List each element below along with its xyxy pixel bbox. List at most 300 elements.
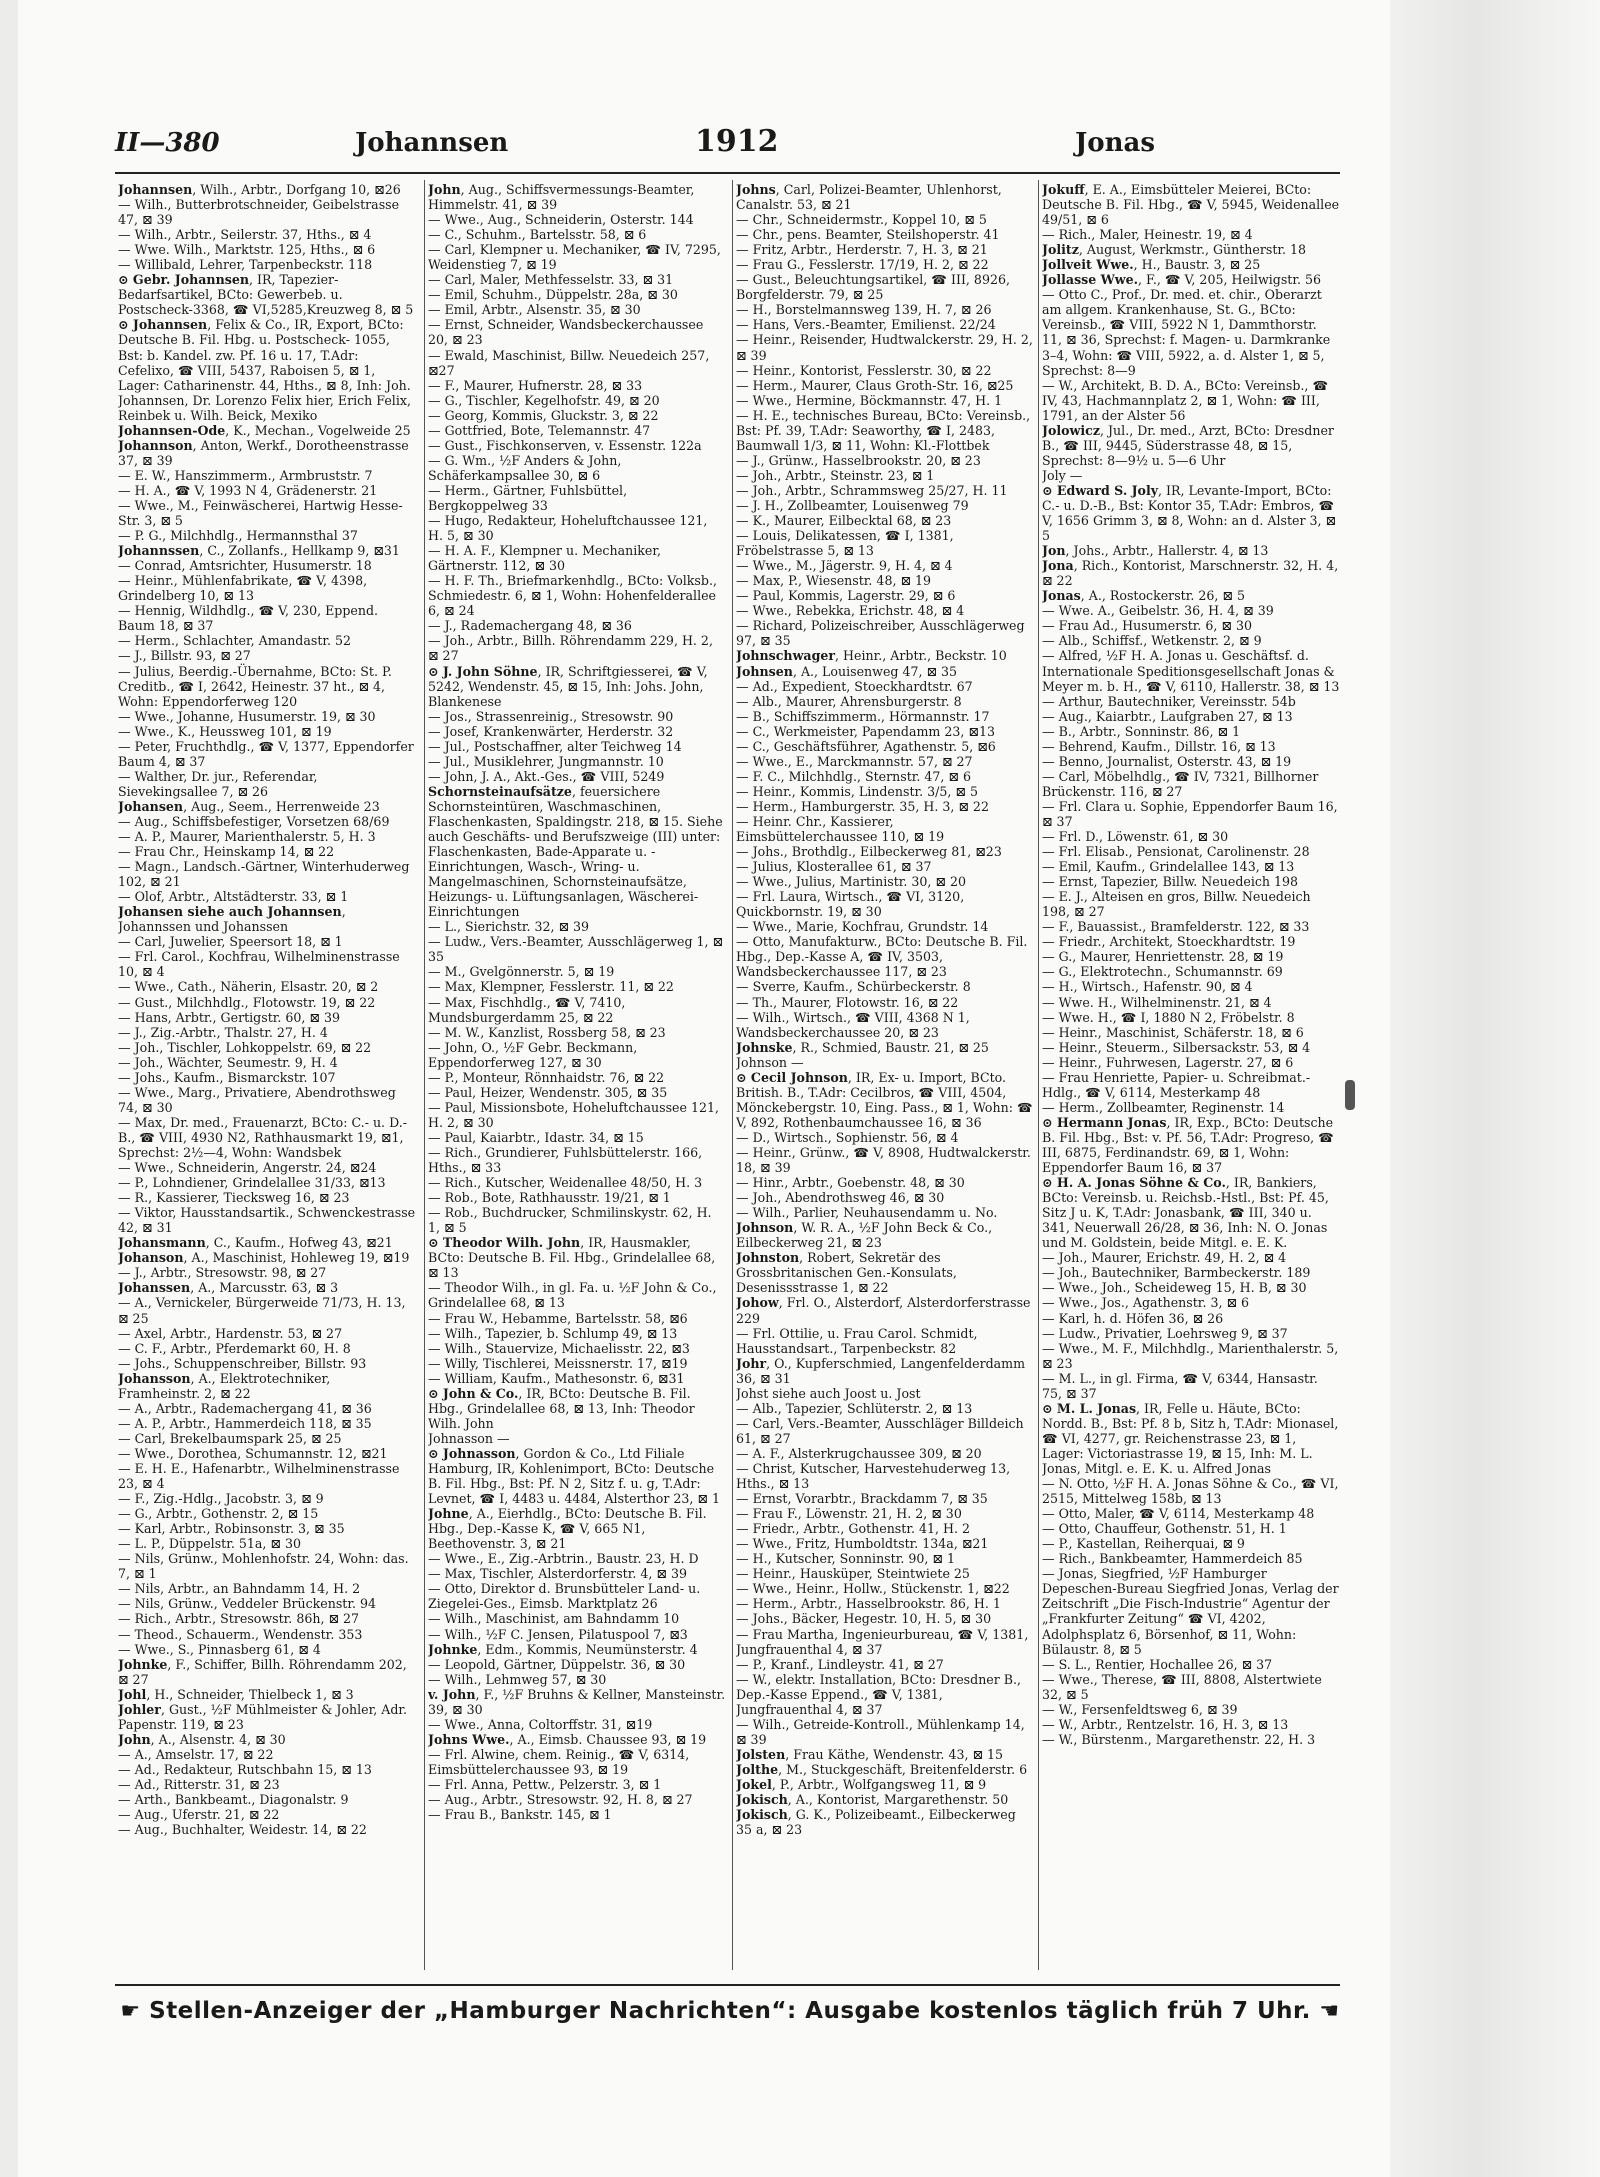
directory-entry: — John, J. A., Akt.-Ges., ☎ VIII, 5249: [428, 768, 665, 784]
directory-entry: — John, O., ½F Gebr. Beckmann, Eppendorferweg 127, ⊠ 30: [428, 1039, 638, 1070]
directory-entry: — Herm., Gärtner, Fuhlsbüttel, Bergkoppelweg 33: [428, 482, 628, 513]
directory-entry: — Christ, Kutscher, Harvestehuderweg 13, Hths., ⊠ 13: [736, 1460, 1011, 1492]
directory-entry: Johnske, R., Schmied, Baustr. 21, ⊠ 25: [736, 1039, 989, 1055]
directory-entry: — Joh., Maurer, Erichstr. 49, H. 2, ⊠ 4: [1042, 1250, 1287, 1266]
directory-entry: — Rob., Buchdrucker, Schmilinskystr. 62, H. 1, ⊠ 5: [428, 1205, 712, 1236]
entry-headword: Johansson: [118, 1370, 191, 1386]
directory-entry: ⊙ Theodor Wilh. John, IR, Hausmakler, BCto: Deutsche B. Fil. Hbg., Grindelallee 68, ⊠ 13: [428, 1235, 716, 1281]
directory-entry: — Herm., Maurer, Claus Groth-Str. 16, ⊠25: [736, 377, 1014, 393]
directory-entry: — Wilh., Maschinist, am Bahndamm 10: [428, 1611, 680, 1627]
directory-entry: — Axel, Arbtr., Hardenstr. 53, ⊠ 27: [118, 1325, 343, 1341]
directory-entry: — Max, Dr. med., Frauenarzt, BCto: C.- u. D.-B., ☎ VIII, 4930 N2, Rathhausmarkt 19, ⊠1, Sprechst: 2½—4, Wohn: Wandsbek: [118, 1114, 407, 1160]
entry-headword: ⊙ Johnasson: [428, 1445, 516, 1461]
directory-entry: — Alb., Maurer, Ahrensburgerstr. 8: [736, 693, 962, 709]
directory-entry: — E. W., Hanszimmerm., Armbruststr. 7: [118, 467, 373, 483]
entry-headword: ⊙ Cecil Johnson: [736, 1069, 848, 1085]
entry-headword: ⊙ J. John Söhne: [428, 663, 538, 679]
directory-entry: — Ludw., Privatier, Loehrsweg 9, ⊠ 37: [1042, 1325, 1288, 1341]
directory-entry: — Herm., Schlachter, Amandastr. 52: [118, 633, 352, 649]
directory-entry: — Hans, Arbtr., Gertigstr. 60, ⊠ 39: [118, 1009, 341, 1025]
directory-entry: Johler, Gust., ½F Mühlmeister & Johler, Adr. Papenstr. 119, ⊠ 23: [118, 1701, 408, 1732]
directory-entry: — Otto C., Prof., Dr. med. et. chir., Oberarzt am allgem. Krankenhause, St. G., BCto: Vereinsb., ☎ VIII, 5922 N 1, Dammthorstr. 11, ⊠ 36, Sprechst: f. Magen- u. Darmkranke 3–4, Wohn: ☎ VIII, 5922, a. d. Alster 1, ⊠ 5, Sprechst: 8—9: [1042, 287, 1331, 378]
directory-entry: Johanson, A., Maschinist, Hohleweg 19, ⊠19: [118, 1250, 410, 1266]
directory-entry: — Friedr., Arbtr., Gothenstr. 41, H. 2: [736, 1521, 971, 1537]
directory-entry: — Wwe., Marg., Privatiere, Abendrothsweg 74, ⊠ 30: [118, 1084, 396, 1115]
directory-entry: — Rich., Bankbeamter, Hammerdeich 85: [1042, 1551, 1303, 1567]
directory-entry: — R., Kassierer, Tiecksweg 16, ⊠ 23: [118, 1190, 350, 1206]
directory-entry: Joly —: [1042, 467, 1083, 483]
directory-entry: John, Aug., Schiffsvermessungs-Beamter, Himmelstr. 41, ⊠ 39: [428, 182, 695, 213]
directory-entry: — Heinr., Steuerm., Silbersackstr. 53, ⊠ 4: [1042, 1039, 1311, 1055]
directory-entry: — Wwe. H., Wilhelminenstr. 21, ⊠ 4: [1042, 994, 1272, 1010]
directory-entry: ⊙ H. A. Jonas Söhne & Co., IR, Bankiers, BCto: Vereinsb. u. Reichsb.-Hstl., Bst: Pf. 45, Sitz J u. K, T.Adr: Jonasbank, ☎ III, 340 u. 341, Neuerwall 26/28, ⊠ 36, Inh: N. O. Jonas und M. Goldstein, beide Mitgl. e. E. K.: [1042, 1175, 1329, 1251]
entry-headword: Johansen: [118, 798, 184, 814]
directory-entry: — Theodor Wilh., in gl. Fa. u. ½F John & Co., Grindelallee 68, ⊠ 13: [428, 1280, 717, 1311]
directory-entry: — Frl. Alwine, chem. Reinig., ☎ V, 6314, Eimsbüttelerchaussee 93, ⊠ 19: [428, 1746, 690, 1777]
directory-entry: — H., Kutscher, Sonninstr. 90, ⊠ 1: [736, 1551, 955, 1567]
entry-headword: Jonas: [1042, 588, 1081, 604]
directory-entry: Jokisch, A., Kontorist, Margarethenstr. 50: [736, 1792, 1009, 1808]
directory-entry: — Wwe., Schneiderin, Angerstr. 24, ⊠24: [118, 1160, 377, 1176]
directory-entry: — Frl. Anna, Pettw., Pelzerstr. 3, ⊠ 1: [428, 1776, 662, 1792]
directory-entry: — Fritz, Arbtr., Herderstr. 7, H. 3, ⊠ 21: [736, 242, 988, 258]
directory-entry: — Magn., Landsch.-Gärtner, Winterhuderweg 102, ⊠ 21: [118, 859, 410, 890]
directory-entry: — Joh., Arbtr., Schrammsweg 25/27, H. 11: [736, 482, 1008, 498]
directory-entry: — Ernst, Tapezier, Billw. Neuedeich 198: [1042, 874, 1299, 890]
directory-entry: — J., Arbtr., Stresowstr. 98, ⊠ 27: [118, 1265, 327, 1281]
column-divider: [1038, 180, 1039, 1970]
directory-entry: — Otto, Maler, ☎ V, 6114, Mesterkamp 48: [1042, 1506, 1315, 1522]
directory-entry: — Ad., Redakteur, Rutschbahn 15, ⊠ 13: [118, 1761, 372, 1777]
directory-entry: — P., Monteur, Rönnhaidstr. 76, ⊠ 22: [428, 1069, 665, 1085]
directory-entry: ⊙ John & Co., IR, BCto: Deutsche B. Fil. Hbg., Grindelallee 68, ⊠ 13, Inh: Theodor Wilh. John: [428, 1385, 695, 1431]
directory-entry: Johnke, F., Schiffer, Billh. Röhrendamm 202, ⊠ 27: [118, 1656, 407, 1687]
entry-headword: Jokisch: [736, 1807, 788, 1823]
directory-entry: Johow, Frl. O., Alsterdorf, Alsterdorferstrasse 229: [736, 1295, 1031, 1326]
directory-entry: — Conrad, Amtsrichter, Husumerstr. 18: [118, 558, 372, 574]
directory-entry: — Frau W., Hebamme, Bartelsstr. 58, ⊠6: [428, 1310, 688, 1326]
directory-entry: — M. L., in gl. Firma, ☎ V, 6344, Hansastr. 75, ⊠ 37: [1042, 1370, 1318, 1401]
directory-entry: — P., Kastellan, Reiherquai, ⊠ 9: [1042, 1536, 1245, 1552]
directory-entry: Johnston, Robert, Sekretär des Grossbritanischen Gen.-Konsulats, Desenissstrasse 1, ⊠ 22: [736, 1250, 957, 1296]
directory-entry: — G., Arbtr., Gothenstr. 2, ⊠ 15: [118, 1506, 319, 1522]
directory-entry: — Georg, Kommis, Gluckstr. 3, ⊠ 22: [428, 407, 659, 423]
directory-entry: — Max, Tischler, Alsterdorferstr. 4, ⊠ 39: [428, 1566, 687, 1582]
directory-entry: — H., Borstelmannsweg 139, H. 7, ⊠ 26: [736, 302, 992, 318]
header-left-word: Johannsen: [355, 128, 509, 158]
directory-entry: — Jonas, Siegfried, ½F Hamburger Depeschen-Bureau Siegfried Jonas, Verlag der Zeitschrift „Die Fisch-Industrie“ Agentur der „Frankfurter Zeitung“ ☎ VI, 4202, Adolphsplatz 6, Börsenhof, ⊠ 11, Wohn: Bülaustr. 8, ⊠ 5: [1042, 1566, 1339, 1657]
directory-entry: — Max, Fischhdlg., ☎ V, 7410, Mundsburgerdamm 25, ⊠ 22: [428, 994, 626, 1025]
directory-entry: — Johs., Bäcker, Hegestr. 10, H. 5, ⊠ 30: [736, 1611, 992, 1627]
directory-entry: — Johs., Kaufm., Bismarckstr. 107: [118, 1069, 336, 1085]
directory-entry: — H. F. Th., Briefmarkenhdlg., BCto: Volksb., Schmiedestr. 6, ⊠ 1, Wohn: Hohenfelderallee 6, ⊠ 24: [428, 573, 717, 619]
entry-headword: Johanson: [118, 1250, 184, 1266]
directory-entry: — Carl, Brekelbaumspark 25, ⊠ 25: [118, 1430, 342, 1446]
directory-entry: — P., Lohndiener, Grindelallee 31/33, ⊠13: [118, 1175, 386, 1191]
directory-entry: — Ludw., Vers.-Beamter, Ausschlägerweg 1, ⊠ 35: [428, 934, 724, 965]
entry-headword: Johl: [118, 1686, 147, 1702]
directory-entry: — Paul, Kaiarbtr., Idastr. 34, ⊠ 15: [428, 1129, 644, 1145]
entry-headword: Jolitz: [1042, 242, 1079, 258]
entry-headword: Johow: [736, 1295, 779, 1311]
directory-entry: ⊙ M. L. Jonas, IR, Felle u. Häute, BCto: Nordd. B., Bst: Pf. 8 b, Sitz h, T.Adr: Mionasel, ☎ VI, 4277, gr. Reichenstrasse 23, ⊠ 1, Lager: Victoriastrasse 19, ⊠ 15, Inh: M. L. Jonas, Mitgl. e. E. K. u. Alfred Jonas: [1042, 1400, 1339, 1476]
directory-entry: — Frl. D., Löwenstr. 61, ⊠ 30: [1042, 829, 1229, 845]
directory-entry: — Wilh., Lehmweg 57, ⊠ 30: [428, 1671, 607, 1687]
directory-entry: — C., Werkmeister, Papendamm 23, ⊠13: [736, 723, 995, 739]
directory-entry: — Frau B., Bankstr. 145, ⊠ 1: [428, 1807, 612, 1823]
directory-entry: — M. W., Kanzlist, Rossberg 58, ⊠ 23: [428, 1024, 666, 1040]
directory-entry: — Chr., Schneidermstr., Koppel 10, ⊠ 5: [736, 212, 987, 228]
directory-entry: — J., Zig.-Arbtr., Thalstr. 27, H. 4: [118, 1024, 328, 1040]
directory-entry: — Hinr., Arbtr., Goebenstr. 48, ⊠ 30: [736, 1175, 965, 1191]
directory-entry: Johannson, Anton, Werkf., Dorotheenstrasse 37, ⊠ 39: [118, 437, 409, 468]
directory-entry: — Frl. Clara u. Sophie, Eppendorfer Baum 16, ⊠ 37: [1042, 798, 1338, 829]
directory-entry: — Frl. Ottilie, u. Frau Carol. Schmidt, Hausstandsart., Tarpenbeckstr. 82: [736, 1325, 978, 1356]
entry-headword: Jokel: [736, 1776, 772, 1792]
entry-headword: Johanssen: [118, 1280, 191, 1296]
directory-entry: — Carl, Klempner u. Mechaniker, ☎ IV, 7295, Weidenstieg 7, ⊠ 19: [428, 242, 721, 273]
directory-entry: — L., Sierichstr. 32, ⊠ 39: [428, 919, 590, 935]
directory-entry: Johne, A., Eierhdlg., BCto: Deutsche B. Fil. Hbg., Dep.-Kasse K, ☎ V, 665 N1, Beethovenstr. 3, ⊠ 21: [428, 1506, 707, 1552]
directory-entry: — Ewald, Maschinist, Billw. Neuedeich 257, ⊠27: [428, 347, 710, 378]
directory-entry: — W., Fersenfeldtsweg 6, ⊠ 39: [1042, 1701, 1238, 1717]
header-year: 1912: [695, 124, 779, 159]
directory-entry: — J. H., Zollbeamter, Louisenweg 79: [736, 497, 969, 513]
directory-entry: Jollveit Wwe., H., Baustr. 3, ⊠ 25: [1042, 257, 1261, 273]
directory-entry: — P., Kranf., Lindleystr. 41, ⊠ 27: [736, 1656, 944, 1672]
entry-headword: Johns Wwe.: [428, 1731, 510, 1747]
page-edge-right: [1390, 0, 1600, 2177]
entry-headword: Schornsteinaufsätze: [428, 783, 572, 799]
directory-entry: — Wilh., ½F C. Jensen, Pilatuspool 7, ⊠3: [428, 1626, 688, 1642]
entry-headword: Johnston: [736, 1250, 800, 1266]
entry-headword: Johnke: [118, 1656, 168, 1672]
directory-entry: — Johs., Schuppenschreiber, Billstr. 93: [118, 1355, 367, 1371]
directory-entry: — Herm., Arbtr., Hasselbrookstr. 86, H. 1: [736, 1596, 1001, 1612]
ink-smudge: [1345, 1080, 1355, 1110]
directory-entry: — Rich., Maler, Heinestr. 19, ⊠ 4: [1042, 227, 1253, 243]
directory-entry: — Willibald, Lehrer, Tarpenbeckstr. 118: [118, 257, 373, 273]
directory-entry: — Wwe., M. F., Milchhdlg., Marienthalerstr. 5, ⊠ 23: [1042, 1340, 1339, 1371]
entry-headword: v. John: [428, 1686, 476, 1702]
directory-entry: — Frau Martha, Ingenieurbureau, ☎ V, 1381, Jungfrauenthal 4, ⊠ 37: [736, 1626, 1029, 1657]
directory-entry: — Hans, Vers.-Beamter, Emilienst. 22/24: [736, 317, 996, 333]
directory-entry: — G., Tischler, Kegelhofstr. 49, ⊠ 20: [428, 392, 660, 408]
directory-entry: — Carl, Juwelier, Speersort 18, ⊠ 1: [118, 934, 343, 950]
entry-headword: ⊙ H. A. Jonas Söhne & Co.: [1042, 1175, 1226, 1191]
directory-entry: — J., Rademachergang 48, ⊠ 36: [428, 618, 632, 634]
directory-entry: — Wilh., Getreide-Kontroll., Mühlenkamp 14, ⊠ 39: [736, 1716, 1025, 1747]
directory-entry: — K., Maurer, Eilbecktal 68, ⊠ 23: [736, 513, 952, 529]
entry-headword: Johnson: [736, 1220, 794, 1236]
directory-entry: — B., Arbtr., Sonninstr. 86, ⊠ 1: [1042, 723, 1241, 739]
directory-entry: — Wwe., K., Heussweg 101, ⊠ 19: [118, 723, 332, 739]
directory-entry: — Friedr., Architekt, Stoeckhardtstr. 19: [1042, 934, 1296, 950]
directory-entry: — Aug., Kaiarbtr., Laufgraben 27, ⊠ 13: [1042, 708, 1293, 724]
directory-entry: ⊙ Gebr. Johannsen, IR, Tapezier-Bedarfsartikel, BCto: Gewerbeb. u. Postscheck-3368, ☎ VI,5285,Kreuzweg 8, ⊠ 5: [118, 272, 414, 318]
directory-entry: — Ad., Expedient, Stoeckhardtstr. 67: [736, 678, 973, 694]
directory-entry: — Wwe., Julius, Martinistr. 30, ⊠ 20: [736, 874, 967, 890]
directory-entry: — Otto, Manufakturw., BCto: Deutsche B. Fil. Hbg., Dep.-Kasse A, ☎ IV, 3503, Wandsbeckerchaussee 117, ⊠ 23: [736, 934, 1028, 980]
directory-entry: Jona, Rich., Kontorist, Marschnerstr. 32, H. 4, ⊠ 22: [1042, 558, 1339, 589]
directory-entry: Johl, H., Schneider, Thielbeck 1, ⊠ 3: [118, 1686, 354, 1702]
directory-entry: ⊙ Johnasson, Gordon & Co., Ltd Filiale Hamburg, IR, Kohlenimport, BCto: Deutsche B. Fil. Hbg., Bst: Pf. N 2, Sitz f. u. g, T.Adr: Levnet, ☎ I, 4483 u. 4484, Alsterthor 23, ⊠ 1: [428, 1445, 720, 1507]
entry-headword: Johannsen: [118, 182, 193, 197]
directory-entry: — Julius, Klosterallee 61, ⊠ 37: [736, 859, 932, 875]
directory-entry: ⊙ Edward S. Joly, IR, Levante-Import, BCto: C.- u. D.-B., Bst: Kontor 35, T.Adr: Embros, ☎ V, 1656 Grimm 3, ⊠ 8, Wohn: an d. Alster 3, ⊠ 5: [1042, 482, 1337, 544]
directory-entry: Johnson, W. R. A., ½F John Beck & Co., Eilbeckerweg 21, ⊠ 23: [736, 1220, 993, 1251]
directory-entry: Jokuff, E. A., Eimsbütteler Meierei, BCto: Deutsche B. Fil. Hbg., ☎ V, 5945, Weidenallee 49/51, ⊠ 6: [1042, 182, 1340, 228]
entry-headword: Johansen siehe auch Johannsen: [118, 904, 342, 920]
directory-entry: — Wilh., Wirtsch., ☎ VIII, 4368 N 1, Wandsbeckerchaussee 20, ⊠ 23: [736, 1009, 970, 1040]
directory-entry: — Heinr., Kommis, Lindenstr. 3/5, ⊠ 5: [736, 783, 978, 799]
directory-entry: ⊙ Johannsen, Felix & Co., IR, Export, BCto: Deutsche B. Fil. Hbg. u. Postscheck- 1055, Bst: b. Kandel. zw. Pf. 16 u. 17, T.Adr: Cefelixo, ☎ VIII, 5437, Raboisen 5, ⊠ 1, Lager: Catharinenstr. 44, Hths., ⊠ 8, Inh: Joh. Johannsen, Dr. Lorenzo Felix hier, Erich Felix, Reinbek u. Wilh. Beick, Mexiko: [118, 317, 411, 423]
entry-headword: ⊙ Hermann Jonas: [1042, 1114, 1167, 1130]
directory-entry: — Heinr., Fuhrwesen, Lagerstr. 27, ⊠ 6: [1042, 1054, 1294, 1070]
directory-entry: — Wwe., Marie, Kochfrau, Grundstr. 14: [736, 919, 989, 935]
directory-entry: John, A., Alsenstr. 4, ⊠ 30: [118, 1731, 286, 1747]
directory-entry: — Arthur, Bautechniker, Vereinsstr. 54b: [1042, 693, 1296, 709]
entry-headword: Jollveit Wwe.: [1042, 257, 1134, 273]
page-number: II—380: [115, 128, 220, 158]
directory-entry: — Wwe., E., Zig.-Arbtrin., Baustr. 23, H. D: [428, 1551, 699, 1567]
directory-entry: — Wilh., Tapezier, b. Schlump 49, ⊠ 13: [428, 1325, 678, 1341]
directory-entry: — Benno, Journalist, Osterstr. 43, ⊠ 19: [1042, 753, 1292, 769]
directory-entry: — L. P., Düppelstr. 51a, ⊠ 30: [118, 1536, 301, 1552]
directory-entry: Jolitz, August, Werkmstr., Güntherstr. 18: [1042, 242, 1307, 258]
directory-entry: — Hugo, Redakteur, Hoheluftchaussee 121, H. 5, ⊠ 30: [428, 513, 708, 544]
column-3: [736, 182, 1034, 1962]
directory-entry: Johannsen-Ode, K., Mechan., Vogelweide 25: [118, 422, 411, 438]
footer-text: Stellen-Anzeiger der „Hamburger Nachrichten“: Ausgabe kostenlos täglich früh 7 Uhr.: [149, 1998, 1311, 2024]
directory-entry: v. John, F., ½F Bruhns & Kellner, Mansteinstr. 39, ⊠ 30: [428, 1686, 726, 1717]
directory-entry: — Gust., Milchhdlg., Flotowstr. 19, ⊠ 22: [118, 994, 376, 1010]
directory-entry: — Peter, Fruchthdlg., ☎ V, 1377, Eppendorfer Baum 4, ⊠ 37: [118, 738, 414, 769]
directory-entry: — Heinr., Reisender, Hudtwalckerstr. 29, H. 2, ⊠ 39: [736, 332, 1033, 363]
directory-entry: — H. E., technisches Bureau, BCto: Vereinsb., Bst: Pf. 39, T.Adr: Seaworthy, ☎ I, 2483, Baumwall 1/3, ⊠ 11, Wohn: Kl.-Flottbek: [736, 407, 1031, 453]
directory-entry: — Max, P., Wiesenstr. 48, ⊠ 19: [736, 573, 932, 589]
directory-entry: — F., Maurer, Hufnerstr. 28, ⊠ 33: [428, 377, 643, 393]
directory-entry: — Alb., Tapezier, Schlüterstr. 2, ⊠ 13: [736, 1400, 973, 1416]
directory-entry: — Frau G., Fesslerstr. 17/19, H. 2, ⊠ 22: [736, 257, 989, 273]
directory-entry: — W., Architekt, B. D. A., BCto: Vereinsb., ☎ IV, 43, Hachmannplatz 2, ⊠ 1, Wohn: ☎ III, 1791, an der Alster 56: [1042, 377, 1329, 423]
directory-entry: — C., Schuhm., Bartelsstr. 58, ⊠ 6: [428, 227, 647, 243]
directory-entry: — Alb., Schiffsf., Wetkenstr. 2, ⊠ 9: [1042, 633, 1262, 649]
directory-entry: — Wwe. A., Geibelstr. 36, H. 4, ⊠ 39: [1042, 603, 1274, 619]
entry-headword: ⊙ Johannsen: [118, 317, 208, 333]
directory-entry: — Nils, Grünw., Mohlenhofstr. 24, Wohn: das. 7, ⊠ 1: [118, 1551, 409, 1582]
directory-entry: — Wwe., M., Feinwäscherei, Hartwig Hesse-Str. 3, ⊠ 5: [118, 497, 403, 529]
page-edge-left: [0, 0, 18, 2177]
directory-entry: — H. A., ☎ V, 1993 N 4, Grädenerstr. 21: [118, 482, 378, 498]
directory-entry: — H. A. F., Klempner u. Mechaniker, Gärtnerstr. 112, ⊠ 30: [428, 543, 661, 574]
footer-advert: [120, 1998, 1340, 2024]
directory-entry: — A. P., Arbtr., Hammerdeich 118, ⊠ 35: [118, 1415, 372, 1431]
directory-entry: — Rob., Bote, Rathhausstr. 19/21, ⊠ 1: [428, 1190, 671, 1206]
directory-entry: — Paul, Missionsbote, Hoheluftchaussee 121, H. 2, ⊠ 30: [428, 1099, 720, 1130]
directory-entry: — Frau Henriette, Papier- u. Schreibmat.-Hdlg., ☎ V, 6114, Mesterkamp 48: [1042, 1069, 1311, 1100]
pointing-hand-left-icon: ☚: [1319, 1999, 1340, 2024]
directory-entry: — Herm., Zollbeamter, Reginenstr. 14: [1042, 1099, 1285, 1115]
directory-entry: — F., Bauassist., Bramfelderstr. 122, ⊠ 33: [1042, 919, 1310, 935]
directory-entry: — W., elektr. Installation, BCto: Dresdner B., Dep.-Kasse Eppend., ☎ V, 1381, Jungfrauenthal 4, ⊠ 37: [736, 1671, 1022, 1717]
directory-entry: — Wwe., S., Pinnasberg 61, ⊠ 4: [118, 1641, 321, 1657]
entry-headword: Jokuff: [1042, 182, 1085, 197]
entry-headword: Jokisch: [736, 1792, 788, 1808]
directory-entry: — A., Amselstr. 17, ⊠ 22: [118, 1746, 274, 1762]
directory-entry: — Alfred, ½F H. A. Jonas u. Geschäftsf. d. Internationale Speditionsgesellschaft Jonas & Meyer m. b. H., ☎ V, 6110, Hallerstr. 38, ⊠ 13: [1042, 648, 1340, 694]
directory-entry: Jonas, A., Rostockerstr. 26, ⊠ 5: [1042, 588, 1245, 604]
directory-entry: — W., Arbtr., Rentzelstr. 16, H. 3, ⊠ 13: [1042, 1716, 1289, 1732]
directory-entry: — Wilh., Butterbrotschneider, Geibelstrasse 47, ⊠ 39: [118, 197, 400, 228]
directory-entry: — Richard, Polizeischreiber, Ausschlägerweg 97, ⊠ 35: [736, 618, 1025, 649]
directory-entry: — Rich., Arbtr., Stresowstr. 86h, ⊠ 27: [118, 1611, 360, 1627]
directory-entry: — Wilh., Stauervize, Michaelisstr. 22, ⊠3: [428, 1340, 690, 1356]
directory-entry: — G., Maurer, Henriettenstr. 28, ⊠ 19: [1042, 949, 1284, 965]
directory-entry: — Frau Ad., Husumerstr. 6, ⊠ 30: [1042, 618, 1252, 634]
directory-entry: ⊙ J. John Söhne, IR, Schriftgiesserei, ☎ V, 5242, Wendenstr. 45, ⊠ 15, Inh: Johs. John, Blankenese: [428, 663, 708, 709]
column-divider: [424, 180, 425, 1970]
entry-headword: ⊙ M. L. Jonas: [1042, 1400, 1137, 1416]
directory-entry: Johr, O., Kupferschmied, Langenfelderdamm 36, ⊠ 31: [736, 1355, 1026, 1386]
directory-entry: — A., Arbtr., Rademachergang 41, ⊠ 36: [118, 1400, 372, 1416]
directory-entry: — Otto, Direktor d. Brunsbütteler Land- u. Ziegelei-Ges., Eimsb. Marktplatz 26: [428, 1581, 701, 1612]
entry-headword: Johnsen: [736, 663, 793, 679]
directory-entry: — Wwe., M., Jägerstr. 9, H. 4, ⊠ 4: [736, 558, 953, 574]
directory-entry: — Olof, Arbtr., Altstädterstr. 33, ⊠ 1: [118, 889, 349, 905]
entry-headword: Jolsten: [736, 1746, 786, 1762]
directory-entry: — Karl, h. d. Höfen 36, ⊠ 26: [1042, 1310, 1224, 1326]
directory-entry: — C. F., Arbtr., Pferdemarkt 60, H. 8: [118, 1340, 351, 1356]
directory-entry: — Heinr. Chr., Kassierer, Eimsbüttelerchaussee 110, ⊠ 19: [736, 813, 945, 845]
directory-entry: — Wilh., Arbtr., Seilerstr. 37, Hths., ⊠ 4: [118, 227, 372, 243]
entry-headword: Johler: [118, 1701, 161, 1717]
directory-entry: — Rich., Grundierer, Fuhlsbüttelerstr. 166, Hths., ⊠ 33: [428, 1145, 703, 1176]
directory-entry: — A. F., Alsterkrugchaussee 309, ⊠ 20: [736, 1445, 982, 1461]
directory-entry: — Gust., Fischkonserven, v. Essenstr. 122a: [428, 437, 702, 453]
directory-entry: — William, Kaufm., Mathesonstr. 6, ⊠31: [428, 1370, 685, 1386]
footer-rule: [115, 1984, 1340, 1986]
directory-entry: — D., Wirtsch., Sophienstr. 56, ⊠ 4: [736, 1129, 959, 1145]
directory-entry: — G. Wm., ½F Anders & John, Schäferkampsallee 30, ⊠ 6: [428, 452, 622, 483]
entry-headword: ⊙ Theodor Wilh. John: [428, 1235, 581, 1251]
directory-entry: Jon, Johs., Arbtr., Hallerstr. 4, ⊠ 13: [1042, 543, 1269, 559]
directory-entry: — Frau F., Löwenstr. 21, H. 2, ⊠ 30: [736, 1506, 962, 1522]
directory-entry: — Walther, Dr. jur., Referendar, Sievekingsallee 7, ⊠ 26: [118, 768, 318, 799]
directory-entry: — Wilh., Parlier, Neuhausendamm u. No.: [736, 1205, 998, 1221]
directory-entry: — Jul., Postschaffner, alter Teichweg 14: [428, 738, 682, 754]
directory-entry: Johansson, A., Elektrotechniker, Framheinstr. 2, ⊠ 22: [118, 1370, 331, 1401]
directory-entry: — Paul, Kommis, Lagerstr. 29, ⊠ 6: [736, 588, 956, 604]
directory-entry: — H., Wirtsch., Hafenstr. 90, ⊠ 4: [1042, 979, 1253, 995]
entry-headword: Johannsen-Ode: [118, 422, 226, 438]
directory-entry: — Wwe., Heinr., Hollw., Stückenstr. 1, ⊠22: [736, 1581, 1010, 1597]
directory-entry: — Heinr., Maschinist, Schäferstr. 18, ⊠ 6: [1042, 1024, 1304, 1040]
directory-entry: Jollasse Wwe., F., ☎ V, 205, Heilwigstr. 56: [1042, 272, 1322, 288]
directory-entry: — Heinr., Kontorist, Fesslerstr. 30, ⊠ 22: [736, 362, 992, 378]
directory-entry: — Wwe., Joh., Scheideweg 15, H. B, ⊠ 30: [1042, 1280, 1307, 1296]
directory-entry: — Gust., Beleuchtungsartikel, ☎ III, 8926, Borgfelderstr. 79, ⊠ 25: [736, 272, 1010, 303]
directory-entry: Johnke, Edm., Kommis, Neumünsterstr. 4: [428, 1641, 698, 1657]
directory-entry: — Paul, Heizer, Wendenstr. 305, ⊠ 35: [428, 1084, 668, 1100]
directory-entry: Johansen, Aug., Seem., Herrenweide 23: [118, 798, 380, 814]
directory-entry: — Behrend, Kaufm., Dillstr. 16, ⊠ 13: [1042, 738, 1276, 754]
directory-entry: Jolsten, Frau Käthe, Wendenstr. 43, ⊠ 15: [736, 1746, 1004, 1762]
directory-entry: — F. C., Milchhdlg., Sternstr. 47, ⊠ 6: [736, 768, 971, 784]
entry-headword: ⊙ Gebr. Johannsen: [118, 272, 250, 288]
directory-entry: — Heinr., Mühlenfabrikate, ☎ V, 4398, Grindelberg 10, ⊠ 13: [118, 573, 368, 604]
column-divider: [732, 180, 733, 1970]
directory-entry: — B., Schiffszimmerm., Hörmannstr. 17: [736, 708, 990, 724]
directory-entry: Jolowicz, Jul., Dr. med., Arzt, BCto: Dresdner B., ☎ III, 9445, Süderstrasse 48, ⊠ 15, Sprechst: 8—9½ u. 5—6 Uhr: [1042, 422, 1334, 468]
directory-entry: — Johs., Brothdlg., Eilbeckerweg 81, ⊠23: [736, 844, 1002, 860]
directory-entry: — Emil, Schuhm., Düppelstr. 28a, ⊠ 30: [428, 287, 678, 303]
directory-entry: — E. J., Alteisen en gros, Billw. Neuedeich 198, ⊠ 27: [1042, 889, 1311, 920]
directory-entry: — Frl. Elisab., Pensionat, Carolinenstr. 28: [1042, 844, 1310, 860]
column-2: [428, 182, 726, 1962]
directory-entry: — Wwe., Dorothea, Schumannstr. 12, ⊠21: [118, 1445, 388, 1461]
directory-entry: — Ernst, Vorarbtr., Brackdamm 7, ⊠ 35: [736, 1491, 988, 1507]
directory-entry: — Julius, Beerdig.-Übernahme, BCto: St. P. Creditb., ☎ I, 2642, Heinestr. 37 ht., ⊠ 4, Wohn: Eppendorferweg 120: [118, 663, 392, 709]
entry-headword: Johannson: [118, 437, 193, 453]
directory-entry: — Wwe. H., ☎ I, 1880 N 2, Fröbelstr. 8: [1042, 1009, 1295, 1025]
directory-entry: — Herm., Hamburgerstr. 35, H. 3, ⊠ 22: [736, 798, 989, 814]
directory-entry: — Joh., Arbtr., Billh. Röhrendamm 229, H. 2, ⊠ 27: [428, 633, 713, 664]
directory-entry: — J., Grünw., Hasselbrookstr. 20, ⊠ 23: [736, 452, 981, 468]
directory-entry: — Jul., Musiklehrer, Jungmannstr. 10: [428, 753, 664, 769]
directory-entry: — Carl, Maler, Methfesselstr. 33, ⊠ 31: [428, 272, 674, 288]
directory-entry: — Wwe. Wilh., Marktstr. 125, Hths., ⊠ 6: [118, 242, 376, 258]
entry-headword: ⊙ Edward S. Joly: [1042, 482, 1159, 498]
entry-headword: ⊙ John & Co.: [428, 1385, 519, 1401]
directory-entry: — Ernst, Schneider, Wandsbeckerchaussee 20, ⊠ 23: [428, 317, 704, 348]
directory-entry: — Frl. Carol., Kochfrau, Wilhelminenstrasse 10, ⊠ 4: [118, 949, 400, 980]
directory-entry: — Aug., Buchhalter, Weidestr. 14, ⊠ 22: [118, 1822, 367, 1838]
directory-entry: — W., Bürstenm., Margarethenstr. 22, H. 3: [1042, 1731, 1316, 1747]
directory-entry: — Carl, Vers.-Beamter, Ausschläger Billdeich 61, ⊠ 27: [736, 1415, 1024, 1446]
directory-entry: — N. Otto, ½F H. A. Jonas Söhne & Co., ☎ VI, 2515, Mittelweg 158b, ⊠ 13: [1042, 1476, 1339, 1507]
directory-entry: — P. G., Milchhdlg., Hermannsthal 37: [118, 528, 358, 544]
directory-entry: Jokel, P., Arbtr., Wolfgangsweg 11, ⊠ 9: [736, 1776, 987, 1792]
entry-headword: Jollasse Wwe.: [1042, 272, 1139, 288]
directory-entry: — Sverre, Kaufm., Schürbeckerstr. 8: [736, 979, 971, 995]
entry-headword: Johnske: [736, 1039, 793, 1055]
directory-entry: — Wwe., Johanne, Husumerstr. 19, ⊠ 30: [118, 708, 376, 724]
directory-entry: — Nils, Grünw., Veddeler Brückenstr. 94: [118, 1596, 377, 1612]
entry-headword: Johr: [736, 1355, 767, 1371]
header-rule: [115, 172, 1340, 174]
directory-entry: — F., Zig.-Hdlg., Jacobstr. 3, ⊠ 9: [118, 1491, 324, 1507]
directory-entry: — Chr., pens. Beamter, Steilshoperstr. 41: [736, 227, 1000, 243]
directory-entry: — Joh., Tischler, Lohkoppelstr. 69, ⊠ 22: [118, 1039, 372, 1055]
entry-headword: Johansmann: [118, 1235, 206, 1251]
directory-entry: — E. H. E., Hafenarbtr., Wilhelminenstrasse 23, ⊠ 4: [118, 1460, 400, 1492]
directory-entry: — Heinr., Hausküper, Steintwiete 25: [736, 1566, 970, 1582]
directory-entry: — Gottfried, Bote, Telemannstr. 47: [428, 422, 651, 438]
directory-entry: — Wwe., E., Marckmannstr. 57, ⊠ 27: [736, 753, 973, 769]
directory-entry: Johansmann, C., Kaufm., Hofweg 43, ⊠21: [118, 1235, 393, 1251]
directory-entry: — Hennig, Wildhdlg., ☎ V, 230, Eppend. Baum 18, ⊠ 37: [118, 603, 379, 634]
directory-entry: — A., Vernickeler, Bürgerweide 71/73, H. 13, ⊠ 25: [118, 1295, 406, 1326]
entry-headword: Johns: [736, 182, 776, 197]
directory-entry: — Emil, Arbtr., Alsenstr. 35, ⊠ 30: [428, 302, 641, 318]
directory-entry: — C., Geschäftsführer, Agathenstr. 5, ⊠6: [736, 738, 996, 754]
directory-entry: Johansen siehe auch Johannsen, Johannssen und Johanssen: [118, 904, 346, 935]
directory-entry: — Emil, Kaufm., Grindelallee 143, ⊠ 13: [1042, 859, 1295, 875]
entry-headword: Jona: [1042, 558, 1074, 574]
entry-headword: John: [118, 1731, 151, 1747]
directory-entry: — Joh., Abendrothsweg 46, ⊠ 30: [736, 1190, 945, 1206]
